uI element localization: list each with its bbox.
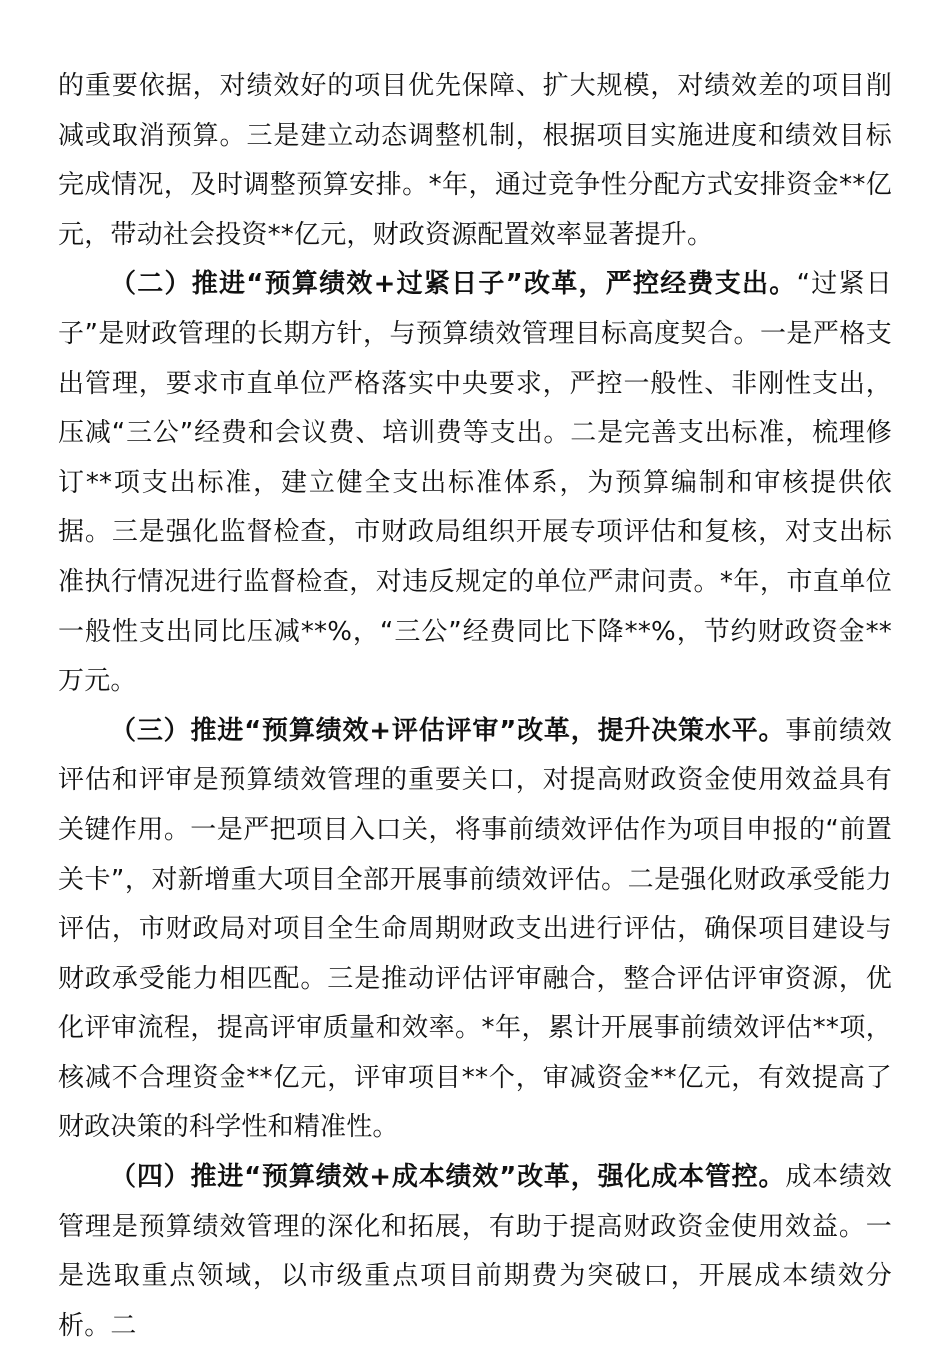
paragraph-continuation	[58, 62, 892, 260]
paragraph-body: 的重要依据，对绩效好的项目优先保障、扩大规模，对绩效差的项目削减或取消预算。三是建立动态调整机制，根据项目实施进度和绩效目标完成情况，及时调整预算安排。*年，通过竞争性分配方式安排资金**亿元，带动社会投资**亿元，财政资源配置效率显著提升。	[58, 71, 892, 250]
paragraph-section-2	[58, 260, 892, 706]
paragraph-section-3	[58, 707, 892, 1153]
paragraph-body: “过紧日子”是财政管理的长期方针，与预算绩效管理目标高度契合。一是严格支出管理，要求市直单位严格落实中央要求，严控一般性、非刚性支出，压减“三公”经费和会议费、培训费等支出。二是完善支出标准，梳理修订**项支出标准，建立健全支出标准体系，为预算编制和审核提供依据。三是强化监督检查，市财政局组织开展专项评估和复核，对支出标准执行情况进行监督检查，对违反规定的单位严肃问责。*年，市直单位一般性支出同比压减**%，“三公”经费同比下降**%，节约财政资金**万元。	[58, 269, 892, 697]
section-heading: （四）推进“预算绩效+成本绩效”改革，强化成本管控。	[110, 1162, 786, 1193]
paragraph-body: 事前绩效评估和评审是预算绩效管理的重要关口，对提高财政资金使用效益具有关键作用。一是严把项目入口关，将事前绩效评估作为项目申报的“前置关卡”，对新增重大项目全部开展事前绩效评估。二是强化财政承受能力评估，市财政局对项目全生命周期财政支出进行评估，确保项目建设与财政承受能力相匹配。三是推动评估评审融合，整合评估评审资源，优化评审流程，提高评审质量和效率。*年，累计开展事前绩效评估**项，核减不合理资金**亿元，评审项目**个，审减资金**亿元，有效提高了财政决策的科学性和精准性。	[58, 715, 892, 1143]
document-page	[58, 62, 892, 1351]
paragraph-body: 成本绩效管理是预算绩效管理的深化和拓展，有助于提高财政资金使用效益。一是选取重点领域，以市级重点项目前期费为突破口，开展成本绩效分析。二	[58, 1162, 892, 1341]
section-heading: （三）推进“预算绩效+评估评审”改革，提升决策水平。	[110, 715, 786, 746]
section-heading: （二）推进“预算绩效+过紧日子”改革，严控经费支出。	[110, 269, 797, 300]
paragraph-section-4	[58, 1153, 892, 1351]
